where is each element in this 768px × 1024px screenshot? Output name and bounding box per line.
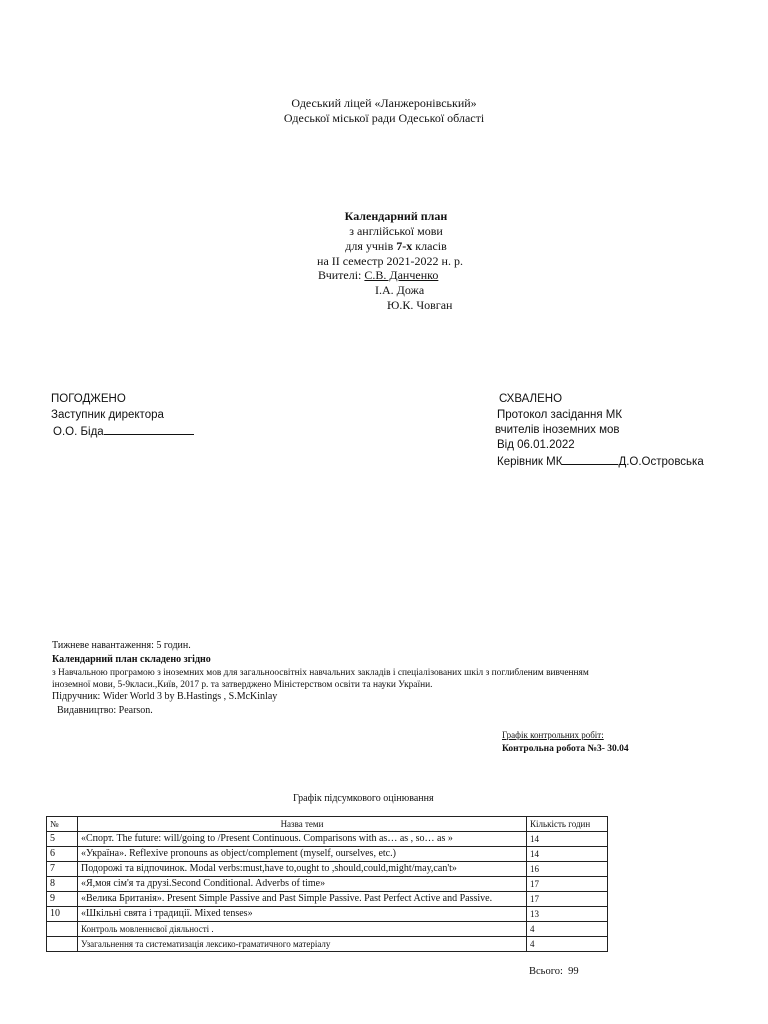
subject-line: з англійської мови — [349, 224, 443, 238]
weekly-load: Тижневе навантаження: 5 годин. — [52, 640, 191, 651]
agreed-signature: О.О. Біда — [53, 423, 194, 440]
control-item: Контрольна робота №3- 30.04 — [502, 744, 629, 754]
agreed-position: Заступник директора — [51, 409, 164, 421]
row-hours: 14 — [527, 832, 608, 847]
row-num: 5 — [47, 832, 78, 847]
table-row — [47, 847, 608, 862]
approved-heading: СХВАЛЕНО — [499, 393, 563, 405]
row-topic: «Велика Британія». Present Simple Passive and Past Simple Passive. Past Perfect Active and Passive. — [78, 892, 527, 907]
row-topic: Контроль мовленнєвої діяльності . — [78, 922, 527, 937]
row-hours: 14 — [527, 847, 608, 862]
teacher-2: І.А. Дожа — [375, 283, 425, 297]
row-hours: 4 — [527, 937, 608, 952]
approved-date: Від 06.01.2022 — [497, 439, 575, 451]
header-num: № — [47, 817, 78, 832]
signature-line — [562, 453, 618, 465]
school-name: Одеський ліцей «Ланжеронівський» — [291, 96, 477, 110]
table-row — [47, 922, 608, 937]
basis-line-1: з Навчальною програмою з іноземних мов для загальноосвітніх навчальних закладів і спеціалізованих шкіл з поглибленим вивченням — [52, 668, 589, 678]
semester-line: на II семестр 2021-2022 н. р. — [317, 254, 463, 268]
row-topic: «Україна». Reflexive pronouns as object/complement (myself, ourselves, etc.) — [78, 847, 527, 862]
basis-title: Календарний план складено згідно — [52, 654, 211, 665]
row-num: 10 — [47, 907, 78, 922]
row-topic: «Шкільні свята і традиції. Mixed tenses» — [78, 907, 527, 922]
grading-table — [46, 816, 608, 952]
row-num: 9 — [47, 892, 78, 907]
row-topic: «Я,моя сім'я та друзі.Second Conditional. Adverbs of time» — [78, 877, 527, 892]
row-topic: «Спорт. The future: will/going to /Present Continuous. Comparisons with as… as , so… as » — [78, 832, 527, 847]
teacher-1: С.В. Данченко — [364, 268, 439, 282]
row-topic: Подорожі та відпочинок. Modal verbs:must,have to,ought to ,should,could,might/may,can't» — [78, 862, 527, 877]
table-row — [47, 877, 608, 892]
row-hours: 17 — [527, 892, 608, 907]
total-hours: Всього: 99 — [529, 966, 579, 977]
table-row — [47, 907, 608, 922]
table-row — [47, 862, 608, 877]
row-num — [47, 937, 78, 952]
approved-commission: вчителів іноземних мов — [495, 424, 620, 436]
row-num — [47, 922, 78, 937]
header-topic: Назва теми — [78, 817, 527, 832]
grading-title: Графік підсумкового оцінювання — [293, 793, 434, 804]
row-hours: 17 — [527, 877, 608, 892]
table-row — [47, 892, 608, 907]
row-topic: Узагальнення та систематизація лексико-граматичного матеріалу — [78, 937, 527, 952]
textbook-line: Підручник: Wider World 3 by B.Hastings , S.McKinlay — [52, 691, 278, 702]
publisher-line: Видавництво: Pearson. — [57, 705, 153, 716]
table-row — [47, 937, 608, 952]
control-title: Графік контрольних робіт: — [502, 730, 604, 740]
row-hours: 4 — [527, 922, 608, 937]
row-num: 8 — [47, 877, 78, 892]
basis-line-2: іноземної мови, 5-9класи.,Київ, 2017 р. та затверджено Міністерством освіти та науки України. — [52, 680, 433, 690]
teacher-3: Ю.К. Човган — [387, 298, 453, 312]
row-hours: 13 — [527, 907, 608, 922]
grade-line: для учнів 7-х класів — [345, 239, 447, 253]
approved-protocol: Протокол засідання МК — [497, 409, 623, 421]
teachers-line: Вчителі: С.В. Данченко — [318, 268, 439, 282]
school-council: Одеської міської ради Одеської області — [283, 111, 485, 125]
row-num: 6 — [47, 847, 78, 862]
approved-head: Керівник МК Д.О.Островська — [497, 453, 704, 470]
signature-line — [104, 423, 194, 435]
header-hours: Кількість годин — [527, 817, 608, 832]
table-row — [47, 832, 608, 847]
row-num: 7 — [47, 862, 78, 877]
row-hours: 16 — [527, 862, 608, 877]
table-header-row — [47, 817, 608, 832]
agreed-heading: ПОГОДЖЕНО — [51, 393, 126, 405]
document-title: Календарний план — [344, 209, 448, 223]
